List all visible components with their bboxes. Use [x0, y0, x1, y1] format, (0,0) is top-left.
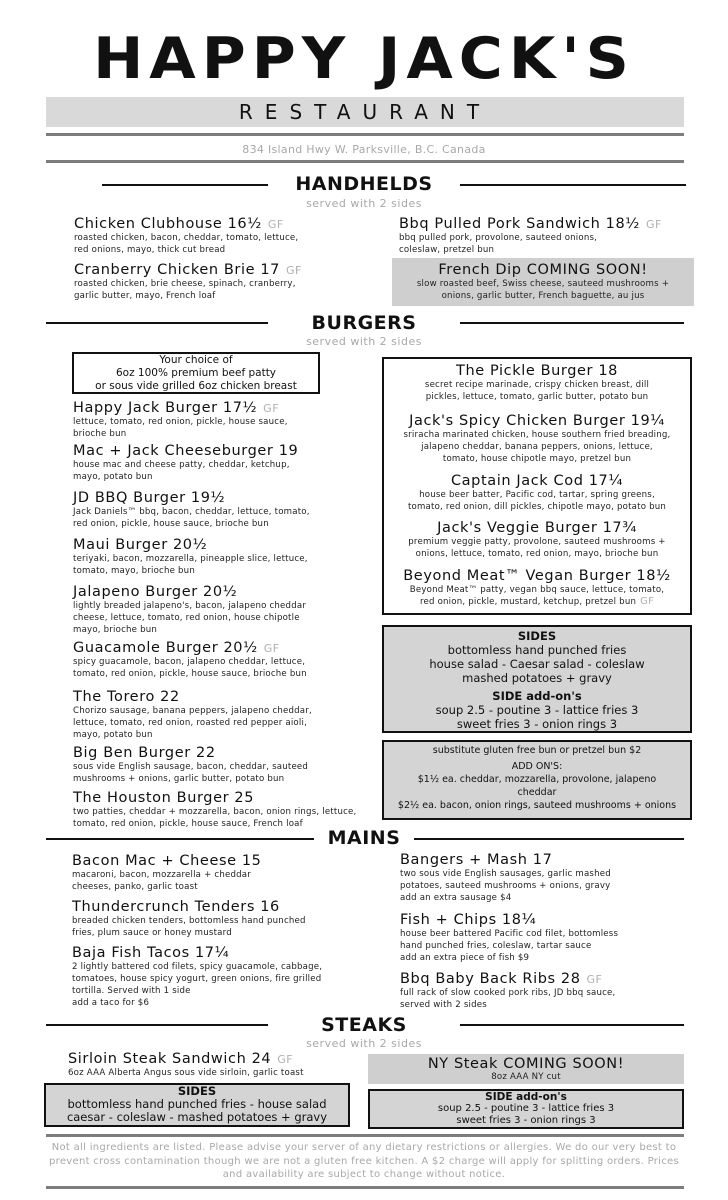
- burger-addons-box: substitute gluten free bun or pretzel bun $2 ADD ON'S: $1½ ea. cheddar, mozzarella, provolone, jalapeno cheddar $2½ ea. bacon, onion rings, sauteed mushrooms + onions: [382, 740, 692, 820]
- item-desc: slow roasted beef, Swiss cheese, sauteed mushrooms +: [416, 279, 670, 289]
- steak-addons-box: SIDE add-on's soup 2.5 - poutine 3 - lattice fries 3 sweet fries 3 - onion rings 3: [368, 1089, 684, 1129]
- section-subtitle: served with 2 sides: [306, 335, 422, 348]
- item-desc: roasted chicken, bacon, cheddar, tomato, lettuce,: [74, 233, 299, 243]
- menu-item: Bbq Baby Back Ribs 28 GF full rack of slow cooked pork ribs, JD bbq sauce, served with 2 sides: [400, 971, 616, 1010]
- section-title-burgers: BURGERS: [311, 312, 417, 334]
- menu-item: Sirloin Steak Sandwich 24 GF 6oz AAA Alberta Angus sous vide sirloin, garlic toast: [68, 1051, 304, 1078]
- item-desc: roasted chicken, brie cheese, spinach, cranberry,: [74, 279, 296, 289]
- menu-item: Fish + Chips 18¼ house beer battered Pacific cod filet, bottomless hand punched fries, coleslaw, tartar sauce add an extra piece of fish $9: [400, 912, 619, 963]
- menu-item: Bacon Mac + Cheese 15 macaroni, bacon, mozzarella + cheddar cheeses, panko, garlic toast: [72, 853, 262, 892]
- menu-item: The Pickle Burger 18 secret recipe marinade, crispy chicken breast, dill pickles, lettuce, tomato, garlic butter, potato bun: [424, 363, 650, 402]
- item-desc: bbq pulled pork, provolone, sauteed onions,: [399, 233, 598, 243]
- divider: [46, 160, 684, 163]
- ny-steak-box: NY Steak COMING SOON! 8oz AAA NY cut: [368, 1054, 684, 1084]
- footer-disclaimer: Not all ingredients are listed. Please advise your server of any dietary restrictions or allergies. We do our very best to prevent cross contamination though we are not a gluten free kitchen. A $2 charge will apply for splitting orders. Prices and availability are subject to change without notice.: [48, 1142, 679, 1180]
- menu-item: Jack's Spicy Chicken Burger 19¼ sriracha marinated chicken, house southern fried breading, jalapeno cheddar, banana peppers, onions, lettuce, tomato, house chipotle mayo, pretzel bun: [403, 413, 671, 464]
- restaurant-banner: [46, 97, 684, 127]
- divider: [46, 1186, 684, 1189]
- item-name: Bbq Pulled Pork Sandwich 18½ GF: [399, 216, 662, 232]
- menu-item: Happy Jack Burger 17½ GF lettuce, tomato, red onion, pickle, house sauce, brioche bun: [73, 400, 288, 439]
- section-subtitle: served with 2 sides: [306, 197, 422, 210]
- item-desc: red onions, mayo, thick cut bread: [74, 245, 226, 255]
- menu-item: [399, 216, 699, 256]
- menu-item: Baja Fish Tacos 17¼ 2 lightly battered cod filets, spicy guacamole, cabbage, tomatoes, house spicy yogurt, green onions, fire grilled tortilla. Served with 1 side add a taco for $6: [72, 945, 323, 1008]
- divider: [46, 1134, 684, 1137]
- menu-item: The Torero 22 Chorizo sausage, banana peppers, jalapeno cheddar, lettuce, tomato, red onion, roasted red pepper aioli, mayo, potato bun: [73, 689, 312, 740]
- menu-item: Guacamole Burger 20½ GF spicy guacamole, bacon, jalapeno cheddar, lettuce, tomato, red onion, pickle, house sauce, brioche bun: [73, 640, 307, 679]
- menu-item: JD BBQ Burger 19½ Jack Daniels™ bbq, bacon, cheddar, lettuce, tomato, red onion, pickle, house sauce, brioche bun: [73, 490, 310, 529]
- menu-item: Jalapeno Burger 20½ lightly breaded jalapeno's, bacon, jalapeno cheddar cheese, lettuce, tomato, red onion, house chipotle mayo, brioche bun: [73, 584, 307, 635]
- burger-sides-box: SIDES bottomless hand punched fries house salad - Caesar salad - coleslaw mashed potatoes + gravy SIDE add-on's soup 2.5 - poutine 3 - lattice fries 3 sweet fries 3 - onion rings 3: [382, 625, 692, 733]
- menu-item: [74, 262, 374, 302]
- menu-item: Maui Burger 20½ teriyaki, bacon, mozzarella, pineapple slice, lettuce, tomato, mayo, brioche bun: [73, 537, 308, 576]
- menu-item: [74, 216, 374, 256]
- address: 834 Island Hwy W. Parksville, B.C. Canada: [242, 143, 486, 156]
- menu-item: Thundercrunch Tenders 16 breaded chicken tenders, bottomless hand punched fries, plum sauce or honey mustard: [72, 899, 306, 938]
- menu-item: Big Ben Burger 22 sous vide English sausage, bacon, cheddar, sauteed mushrooms + onions, garlic butter, potato bun: [73, 745, 309, 784]
- steak-sides-box: SIDES bottomless hand punched fries - house salad caesar - coleslaw - mashed potatoes + gravy: [44, 1083, 350, 1127]
- menu-item: The Houston Burger 25 two patties, cheddar + mozzarella, bacon, onion rings, lettuce, tomato, red onion, pickle, house sauce, French loaf: [73, 790, 357, 829]
- divider: [46, 133, 684, 136]
- section-subtitle: served with 2 sides: [306, 1037, 422, 1050]
- item-name: French Dip COMING SOON!: [438, 262, 648, 278]
- menu-item: Bangers + Mash 17 two sous vide English sausages, garlic mashed potatoes, sauteed mushrooms + onions, gravy add an extra sausage $4: [400, 852, 611, 903]
- menu-item: Captain Jack Cod 17¼ house beer batter, Pacific cod, tartar, spring greens, tomato, red onion, dill pickles, chipotle mayo, potato bun: [407, 473, 667, 512]
- item-desc: onions, garlic butter, French baguette, au jus: [441, 291, 645, 301]
- section-title-handhelds: HANDHELDS: [295, 173, 433, 195]
- menu-item: Jack's Veggie Burger 17¾ premium veggie patty, provolone, sauteed mushrooms + onions, lettuce, tomato, red onion, mayo, brioche bun: [408, 520, 666, 559]
- french-dip-box: [392, 258, 694, 306]
- restaurant-name: HAPPY JACK'S: [93, 25, 635, 93]
- menu-item: Mac + Jack Cheeseburger 19 house mac and cheese patty, cheddar, ketchup, mayo, potato bun: [73, 443, 299, 482]
- item-name: Cranberry Chicken Brie 17 GF: [74, 262, 302, 278]
- item-name: Chicken Clubhouse 16½ GF: [74, 216, 284, 232]
- item-desc: coleslaw, pretzel bun: [399, 245, 495, 255]
- section-title-steaks: STEAKS: [321, 1014, 407, 1036]
- restaurant-subtitle: RESTAURANT: [238, 100, 492, 124]
- menu-item: Beyond Meat™ Vegan Burger 18½ Beyond Meat™ patty, vegan bbq sauce, lettuce, tomato, red onion, pickle, mustard, ketchup, pretzel bun GF: [403, 568, 671, 607]
- section-title-mains: MAINS: [327, 827, 401, 849]
- item-desc: garlic butter, mayo, French loaf: [74, 291, 216, 301]
- patty-choice-box: Your choice of 6oz 100% premium beef patty or sous vide grilled 6oz chicken breast: [72, 352, 320, 394]
